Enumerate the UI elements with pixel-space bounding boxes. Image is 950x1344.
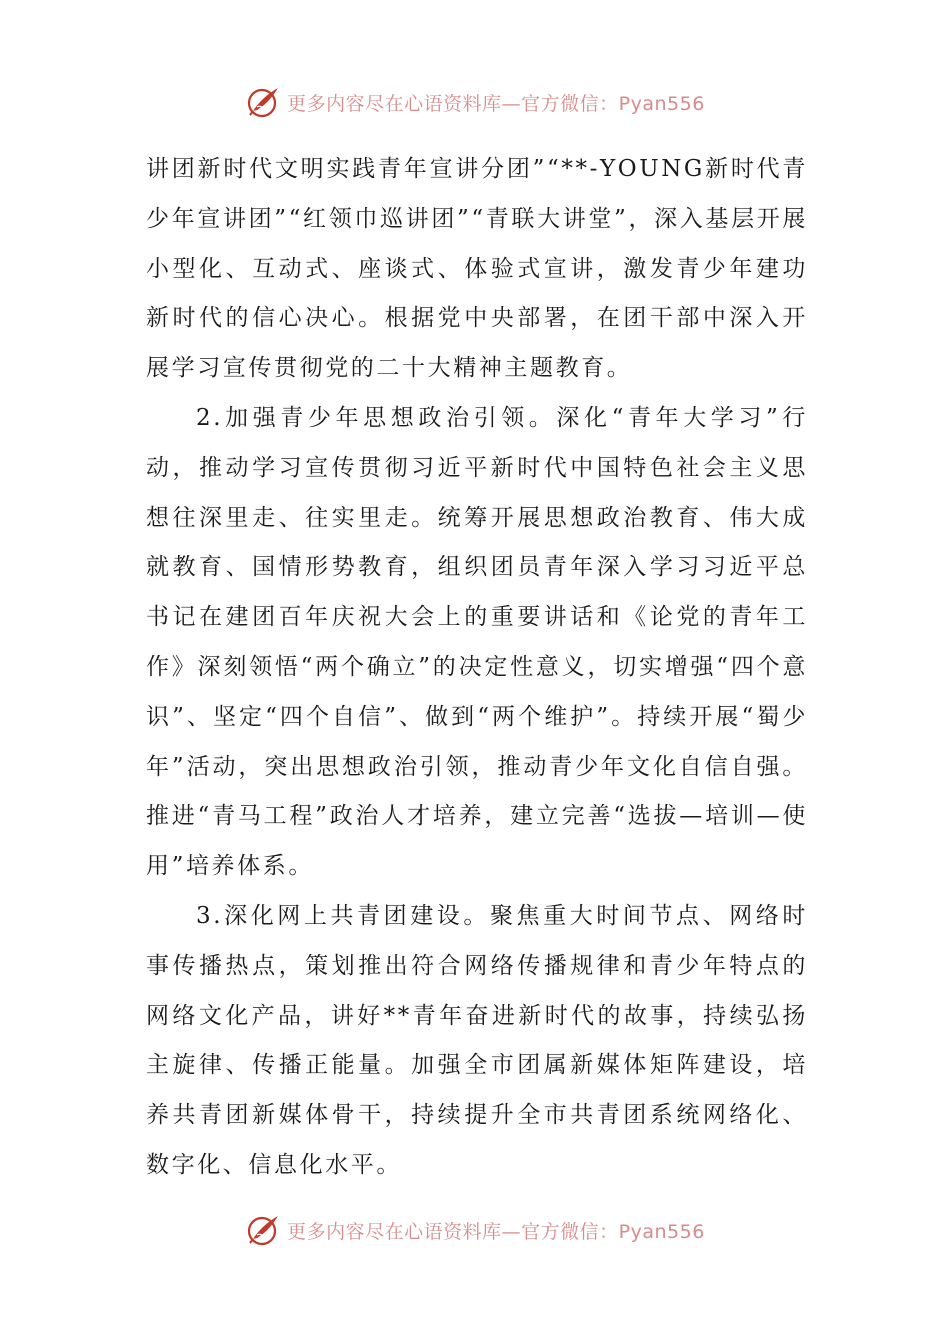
paragraph-1: 讲团新时代文明实践青年宣讲分团”“**-YOUNG新时代青少年宣讲团”“红领巾巡讲团”“青联大讲堂”，深入基层开展小型化、互动式、座谈式、体验式宣讲，激发青少年建功新时代的信心决心。根据党中央部署，在团干部中深入开展学习宣传贯彻党的二十大精神主题教育。 <box>146 156 808 382</box>
paragraph-3: 3.深化网上共青团建设。聚焦重大时间节点、网络时事传播热点，策划推出符合网络传播规律和青少年特点的网络文化产品，讲好**青年奋进新时代的故事，持续弘扬主旋律、传播正能量。加强全市团属新媒体矩阵建设，培养共青团新媒体骨干，持续提升全市共青团系统网络化、数字化、信息化水平。 <box>146 902 808 1178</box>
header-banner <box>0 80 950 124</box>
quill-pen-logo-icon <box>245 1212 281 1248</box>
footer-wechat-id: Pyan556 <box>618 1220 705 1243</box>
document-body <box>146 145 808 1191</box>
footer-banner <box>0 1208 950 1252</box>
quill-pen-logo-icon <box>245 84 281 120</box>
header-wechat-id: Pyan556 <box>618 92 705 115</box>
footer-banner-text: 更多内容尽在心语资料库—官方微信：Pyan556 <box>287 1220 705 1243</box>
header-banner-text: 更多内容尽在心语资料库—官方微信：Pyan556 <box>287 92 705 115</box>
paragraph-2: 2.加强青少年思想政治引领。深化“青年大学习”行动，推动学习宣传贯彻习近平新时代中国特色社会主义思想往深里走、往实里走。统筹开展思想政治教育、伟大成就教育、国情形势教育，组织团员青年深入学习习近平总书记在建团百年庆祝大会上的重要讲话和《论党的青年工作》深刻领悟“两个确立”的决定性意义，切实增强“四个意识”、坚定“四个自信”、做到“两个维护”。持续开展“蜀少年”活动，突出思想政治引领，推动青少年文化自信自强。推进“青马工程”政治人才培养，建立完善“选拔—培训—使用”培养体系。 <box>146 404 808 880</box>
